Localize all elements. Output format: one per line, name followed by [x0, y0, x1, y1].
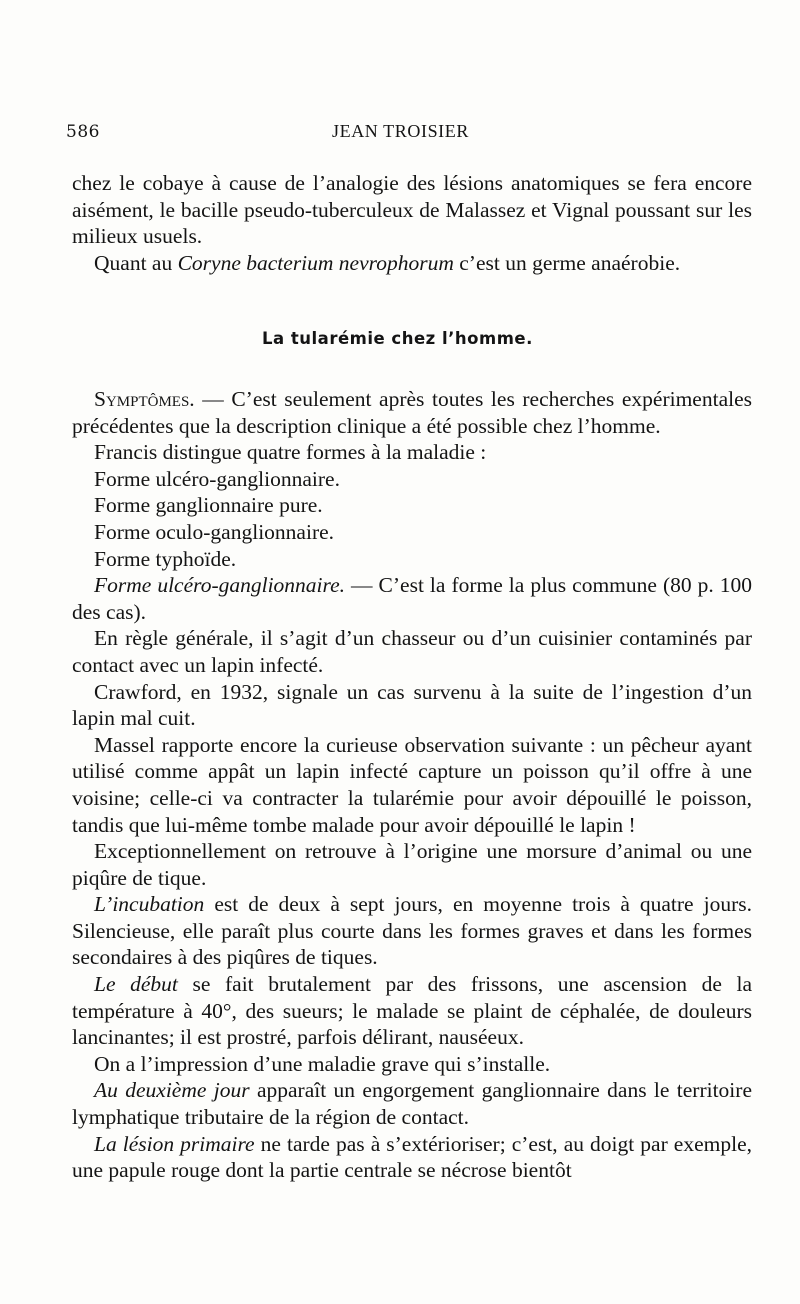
run-in-heading: Au deuxième jour [94, 1078, 250, 1103]
text-run: — C’est seulement après toutes les recherches expérimentales précédentes que la description clinique a été possible chez l’homme. [72, 387, 752, 438]
page-number: 586 [66, 122, 100, 142]
paragraph-coryne [72, 250, 752, 277]
list-item: Forme oculo-ganglionnaire. [94, 519, 335, 544]
list-item: Forme ulcéro-ganglionnaire. [94, 466, 340, 491]
intro-block [72, 170, 752, 276]
paragraph-debut [72, 971, 752, 1051]
text-run: — C’est la forme la plus commune (80 p. 100 des cas). [72, 573, 752, 624]
text-run: c’est un germe anaérobie. [453, 250, 681, 275]
running-head: JEAN TROISIER [332, 121, 469, 141]
paragraph-incubation [72, 891, 752, 971]
species-name: Coryne bacterium nevrophorum [177, 250, 454, 275]
list-item: Forme ganglionnaire pure. [94, 493, 323, 518]
paragraph-francis: Francis distingue quatre formes à la maladie : [94, 440, 487, 465]
paragraph-symptomes [72, 386, 752, 439]
paragraph-impression: On a l’impression d’une maladie grave qui s’installe. [94, 1051, 551, 1076]
main-text-block [72, 386, 752, 1184]
run-in-heading: L’incubation [94, 892, 205, 917]
paragraph-continuation: chez le cobaye à cause de l’analogie des lésions anatomiques se fera encore aisément, le bacille pseudo-tuberculeux de Malassez et Vignal poussant sur les milieux usuels. [72, 171, 752, 249]
paragraph-exception: Exceptionnellement on retrouve à l’origine une morsure d’animal ou une piqûre de tique. [72, 839, 752, 890]
text-run: Quant au [94, 250, 178, 275]
section-title: La tularémie chez l’homme. [262, 329, 533, 348]
paragraph-deuxieme-jour [72, 1077, 752, 1130]
text-run: ne tarde pas à s’extérioriser; c’est, au doigt par exemple, une papule rouge dont la partie centrale se nécrose bientôt [72, 1131, 752, 1183]
run-in-heading: Symptômes. [94, 387, 195, 411]
paragraph-crawford: Crawford, en 1932, signale un cas survenu à la suite de l’ingestion d’un lapin mal cuit. [72, 679, 752, 731]
run-in-heading: Forme ulcéro-ganglionnaire. [94, 573, 346, 598]
paragraph-regle: En règle générale, il s’agit d’un chasseur ou d’un cuisinier contaminés par contact avec un lapin infecté. [72, 626, 752, 677]
run-in-heading: La lésion primaire [94, 1131, 255, 1156]
text-run: apparaît un engorgement ganglionnaire dans le territoire lymphatique tributaire de la région de contact. [72, 1078, 752, 1130]
list-item: Forme typhoïde. [94, 546, 237, 571]
run-in-heading: Le début [94, 972, 178, 997]
text-run: est de deux à sept jours, en moyenne trois à quatre jours. Silencieuse, elle paraît plus courte dans les formes graves et dans les formes secondaires à des piqûres de tiques. [72, 892, 752, 970]
paragraph-ulcero [72, 572, 752, 625]
paragraph-lesion [72, 1131, 752, 1184]
text-run: se fait brutalement par des frissons, une ascension de la température à 40°, des sueurs; le malade se plaint de céphalée, de douleurs lancinantes; il est prostré, parfois délirant, nauséeux. [72, 972, 752, 1050]
paragraph-massel: Massel rapporte encore la curieuse observation suivante : un pêcheur ayant utilisé comme appât un lapin infecté capture un poisson qu’il offre à une voisine; celle-ci va contracter la tularémie pour avoir dépouillé le poisson, tandis que lui-même tombe malade pour avoir dépouillé le lapin ! [72, 732, 752, 837]
